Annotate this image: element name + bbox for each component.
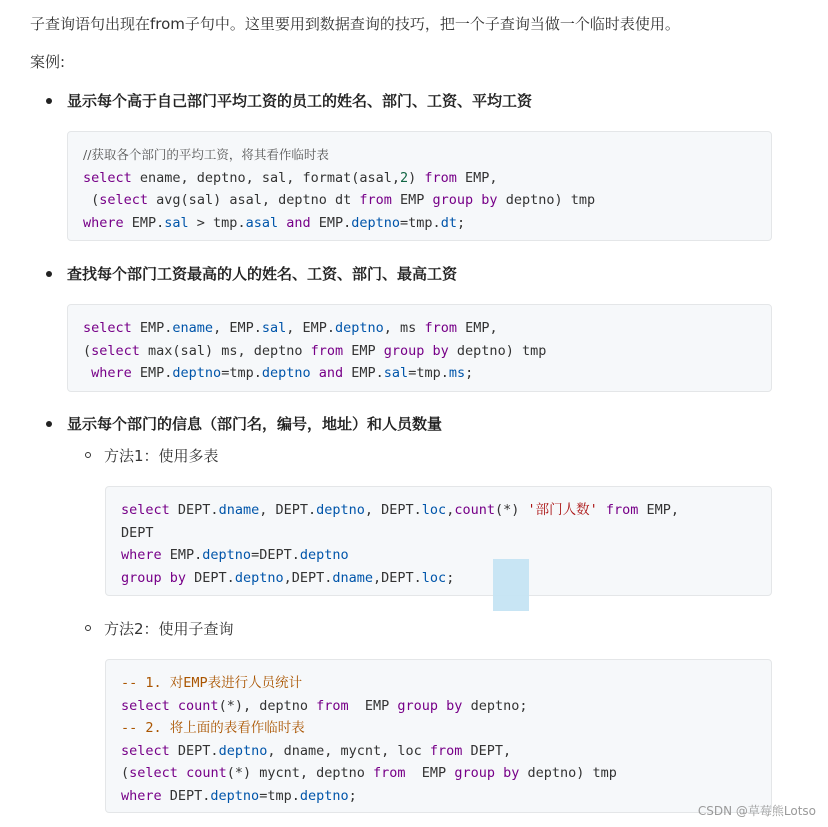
code-line: where EMP.deptno=DEPT.deptno <box>121 547 349 563</box>
code-block-2 <box>67 304 772 392</box>
code-line: where DEPT.deptno=tmp.deptno; <box>121 787 357 804</box>
watermark: CSDN @草莓熊Lotso <box>697 804 816 818</box>
selection-highlight <box>493 559 529 611</box>
bullet-heading-2: 查找每个部门工资最高的人的姓名、工资、部门、最高工资 <box>67 265 458 283</box>
case-label: 案例: <box>30 53 66 71</box>
code-line: //获取各个部门的平均工资，将其看作临时表 <box>83 147 329 162</box>
code-block-1 <box>67 131 772 241</box>
sub-bullet-circle <box>85 452 91 458</box>
intro-text: 子查询语句出现在from子句中。这里要用到数据查询的技巧，把一个子查询当做一个临时表使用。 <box>30 15 680 33</box>
code-line: DEPT <box>121 524 154 541</box>
method-2-label: 方法2：使用子查询 <box>104 620 234 638</box>
code-line: where EMP.deptno=tmp.deptno and EMP.sal=tmp.ms; <box>91 365 474 381</box>
code-line: (select max(sal) ms, deptno from EMP group by deptno) tmp <box>83 342 547 359</box>
code-block-3 <box>105 486 772 596</box>
bullet-dot <box>46 421 52 427</box>
code-line: select DEPT.deptno, dname, mycnt, loc from DEPT, <box>121 742 512 759</box>
code-line: where EMP.sal > tmp.asal and EMP.deptno=tmp.dt; <box>83 214 466 231</box>
bullet-heading-1: 显示每个高于自己部门平均工资的员工的姓名、部门、工资、平均工资 <box>67 92 533 110</box>
sub-bullet-circle <box>85 625 91 631</box>
method-1-label: 方法1：使用多表 <box>104 447 219 465</box>
code-line: select EMP.ename, EMP.sal, EMP.deptno, ms from EMP, <box>83 320 498 336</box>
bullet-heading-3: 显示每个部门的信息（部门名，编号，地址）和人员数量 <box>67 415 443 433</box>
code-line: group by DEPT.deptno,DEPT.dname,DEPT.loc; <box>121 569 455 586</box>
code-line: (select avg(sal) asal, deptno dt from EMP group by deptno) tmp <box>83 192 596 208</box>
bullet-dot <box>46 271 52 277</box>
code-line: -- 2. 将上面的表看作临时表 <box>121 720 305 736</box>
code-line: select ename, deptno, sal, format(asal,2) from EMP, <box>83 169 498 186</box>
bullet-dot <box>46 98 52 104</box>
code-line: select DEPT.dname, DEPT.deptno, DEPT.loc,count(*) '部门人数' from EMP, <box>121 502 680 518</box>
code-line: -- 1. 对EMP表进行人员统计 <box>121 675 303 691</box>
code-line: (select count(*) mycnt, deptno from EMP group by deptno) tmp <box>121 765 617 781</box>
code-block-4 <box>105 659 772 813</box>
code-line: select count(*), deptno from EMP group by deptno; <box>121 697 528 714</box>
